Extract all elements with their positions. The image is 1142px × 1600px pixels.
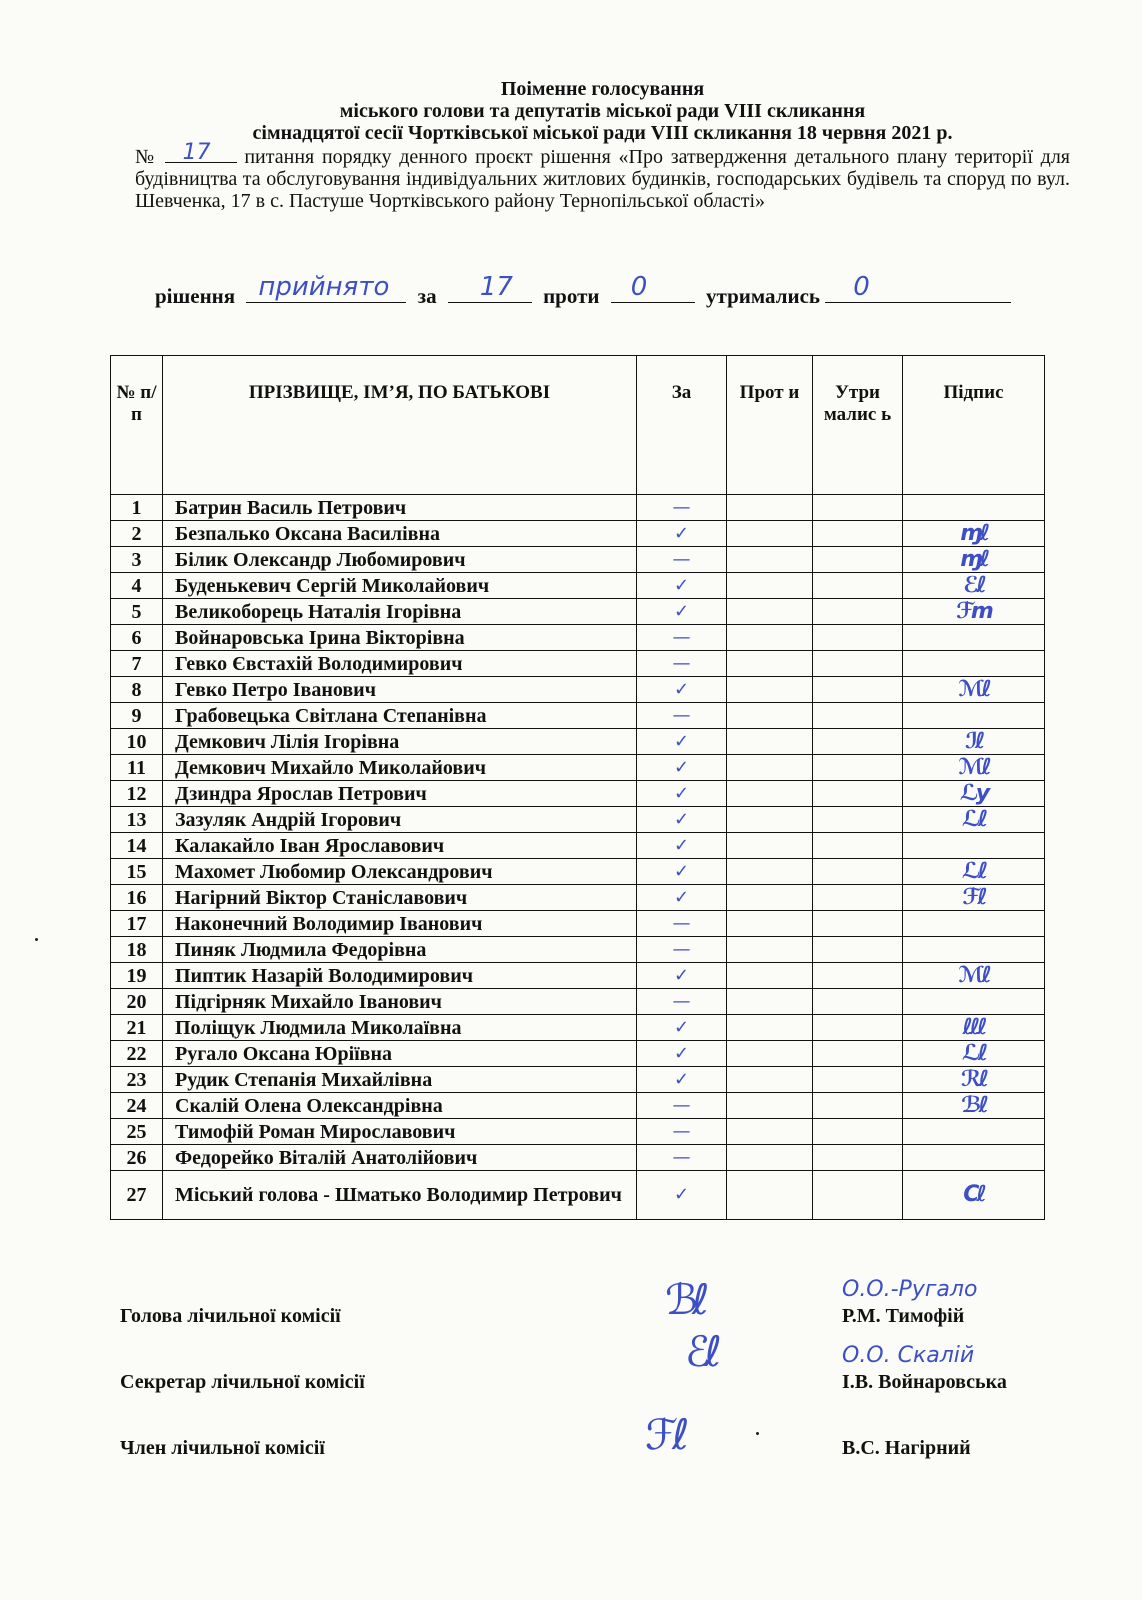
row-name: Ругало Оксана Юріївна: [163, 1041, 637, 1067]
header-signature: Підпис: [903, 356, 1045, 495]
table-row: [111, 729, 1045, 755]
row-for-mark: —: [637, 1145, 727, 1171]
row-against: [727, 859, 813, 885]
row-number: 9: [111, 703, 163, 729]
row-number: 15: [111, 859, 163, 885]
row-against: [727, 495, 813, 521]
row-signature: [903, 911, 1045, 937]
row-abstain: [813, 989, 903, 1015]
row-signature: [903, 1041, 1045, 1067]
row-number: 3: [111, 547, 163, 573]
title-line-2: міського голови та депутатів міської ради VIII скликання: [339, 100, 866, 122]
row-against: [727, 521, 813, 547]
row-name: Пиняк Людмила Федорівна: [163, 937, 637, 963]
row-abstain: [813, 1041, 903, 1067]
row-against: [727, 599, 813, 625]
row-number: 16: [111, 885, 163, 911]
row-for-mark: ✓: [637, 1041, 727, 1067]
row-for-mark: ✓: [637, 599, 727, 625]
row-abstain: [813, 547, 903, 573]
table-header-row: [111, 356, 1045, 495]
chair-stamp: О.О.-Ругало: [842, 1277, 978, 1302]
row-for-mark: ✓: [637, 1067, 727, 1093]
row-signature: [903, 1171, 1045, 1220]
table-row: [111, 495, 1045, 521]
row-for-mark: —: [637, 1093, 727, 1119]
signature-image: ℳℓ: [958, 754, 989, 780]
row-against: [727, 651, 813, 677]
table-row: [111, 755, 1045, 781]
table-row: [111, 807, 1045, 833]
signature-image: ɱℓ: [959, 520, 988, 546]
row-signature: [903, 859, 1045, 885]
row-for-mark: ✓: [637, 677, 727, 703]
row-for-mark: —: [637, 625, 727, 651]
chair-signature-image: ℬℓ: [665, 1275, 704, 1324]
header-for: За: [637, 356, 727, 495]
row-for-mark: ✓: [637, 885, 727, 911]
row-abstain: [813, 625, 903, 651]
row-signature: [903, 521, 1045, 547]
row-abstain: [813, 937, 903, 963]
row-signature: [903, 1119, 1045, 1145]
signature-image: ℓℓℓ: [962, 1014, 985, 1040]
row-number: 21: [111, 1015, 163, 1041]
document-header: [135, 78, 1070, 212]
row-name: Нагірний Віктор Станіславович: [163, 885, 637, 911]
signature-image: ℳℓ: [958, 962, 989, 988]
row-against: [727, 1093, 813, 1119]
row-abstain: [813, 495, 903, 521]
signature-image: ℳℓ: [958, 676, 989, 702]
table-row: [111, 703, 1045, 729]
signature-image: ℱℓ: [962, 884, 985, 910]
row-against: [727, 1119, 813, 1145]
row-signature: [903, 1067, 1045, 1093]
row-against: [727, 755, 813, 781]
row-number: 10: [111, 729, 163, 755]
table-row: [111, 885, 1045, 911]
row-for-mark: —: [637, 547, 727, 573]
header-abstain: Утри малис ь: [813, 356, 903, 495]
row-abstain: [813, 807, 903, 833]
row-number: 23: [111, 1067, 163, 1093]
table-row: [111, 1041, 1045, 1067]
row-abstain: [813, 755, 903, 781]
row-for-mark: ✓: [637, 781, 727, 807]
agenda-paragraph: [135, 140, 1071, 212]
decision-value: прийнято: [258, 272, 390, 302]
row-abstain: [813, 885, 903, 911]
counting-commission: [120, 1275, 1020, 1503]
number-handwritten: 17: [182, 140, 211, 165]
row-number: 8: [111, 677, 163, 703]
table-row: [111, 1015, 1045, 1041]
number-blank: [165, 140, 237, 165]
secretary-role: Секретар лічильної комісії: [120, 1371, 365, 1393]
table-row: [111, 625, 1045, 651]
row-abstain: [813, 651, 903, 677]
header-num: № п/п: [111, 356, 163, 495]
row-against: [727, 885, 813, 911]
title-line-3: сімнадцятої сесії Чортківської міської ради VIII скликання 18 червня 2021 р.: [252, 122, 953, 144]
row-name: Безпалько Оксана Василівна: [163, 521, 637, 547]
member-signature-image: ℱℓ: [645, 1410, 684, 1459]
abstain-value: 0: [853, 272, 870, 302]
table-row: [111, 1093, 1045, 1119]
scan-speck: [756, 1432, 759, 1435]
secretary-signature-image: ℰℓ: [685, 1327, 716, 1376]
against-label: проти: [543, 284, 600, 308]
row-number: 1: [111, 495, 163, 521]
table-row: [111, 1171, 1045, 1220]
row-against: [727, 625, 813, 651]
decision-line: [155, 272, 1055, 309]
row-abstain: [813, 781, 903, 807]
against-value: 0: [630, 272, 648, 302]
row-abstain: [813, 1093, 903, 1119]
row-against: [727, 729, 813, 755]
abstain-blank: [825, 272, 1011, 303]
row-number: 25: [111, 1119, 163, 1145]
signature-image: ℒℓ: [961, 806, 986, 832]
signature-image: ℱm: [956, 598, 991, 624]
row-name: Махомет Любомир Олександрович: [163, 859, 637, 885]
scan-speck: [35, 938, 38, 941]
agenda-text: питання порядку денного проєкт рішення «Про затвердження детального плану території для будівництва та обслуговування індивідуальних житлових будинків, господарських будівель та споруд по вул. Шевченка, 17 в с. Пастуше Чортківського району Тернопільської області»: [135, 146, 1071, 212]
row-name: Федорейко Віталій Анатолійович: [163, 1145, 637, 1171]
row-abstain: [813, 833, 903, 859]
row-signature: [903, 729, 1045, 755]
row-signature: [903, 963, 1045, 989]
row-number: 24: [111, 1093, 163, 1119]
row-abstain: [813, 703, 903, 729]
row-abstain: [813, 1015, 903, 1041]
row-abstain: [813, 1145, 903, 1171]
row-against: [727, 781, 813, 807]
row-against: [727, 911, 813, 937]
row-signature: [903, 781, 1045, 807]
row-abstain: [813, 677, 903, 703]
row-number: 11: [111, 755, 163, 781]
row-abstain: [813, 963, 903, 989]
abstain-label: утримались: [706, 284, 821, 308]
row-number: 2: [111, 521, 163, 547]
number-prefix: №: [135, 146, 157, 168]
row-name: Буденькевич Сергій Миколайович: [163, 573, 637, 599]
row-signature: [903, 833, 1045, 859]
for-value: 17: [479, 272, 513, 302]
row-abstain: [813, 859, 903, 885]
row-name: Рудик Степанія Михайлівна: [163, 1067, 637, 1093]
commission-member: [120, 1437, 1020, 1503]
table-row: [111, 677, 1045, 703]
row-number: 20: [111, 989, 163, 1015]
table-row: [111, 781, 1045, 807]
row-against: [727, 703, 813, 729]
row-name: Підгірняк Михайло Іванович: [163, 989, 637, 1015]
secretary-stamp: О.О. Скалій: [842, 1343, 975, 1368]
row-against: [727, 1067, 813, 1093]
row-abstain: [813, 911, 903, 937]
row-for-mark: ✓: [637, 859, 727, 885]
row-name: Наконечний Володимир Іванович: [163, 911, 637, 937]
row-signature: [903, 1145, 1045, 1171]
row-number: 27: [111, 1171, 163, 1220]
table-row: [111, 521, 1045, 547]
row-against: [727, 677, 813, 703]
for-label: за: [417, 284, 437, 308]
row-signature: [903, 625, 1045, 651]
row-for-mark: ✓: [637, 521, 727, 547]
decision-blank: [246, 272, 406, 303]
row-name: Демкович Лілія Ігорівна: [163, 729, 637, 755]
row-against: [727, 989, 813, 1015]
row-signature: [903, 651, 1045, 677]
table-row: [111, 547, 1045, 573]
row-name: Батрин Василь Петрович: [163, 495, 637, 521]
row-for-mark: ✓: [637, 755, 727, 781]
row-for-mark: ✓: [637, 807, 727, 833]
row-signature: [903, 989, 1045, 1015]
table-row: [111, 1145, 1045, 1171]
table-row: [111, 833, 1045, 859]
table-row: [111, 937, 1045, 963]
signature-image: ℬℓ: [961, 1092, 986, 1118]
row-against: [727, 547, 813, 573]
table-row: [111, 1067, 1045, 1093]
row-name: Зазуляк Андрій Ігорович: [163, 807, 637, 833]
row-name: Гевко Петро Іванович: [163, 677, 637, 703]
row-for-mark: ✓: [637, 1015, 727, 1041]
row-number: 5: [111, 599, 163, 625]
row-signature: [903, 703, 1045, 729]
row-signature: [903, 1093, 1045, 1119]
signature-image: Cℓ: [963, 1182, 984, 1207]
row-number: 18: [111, 937, 163, 963]
row-for-mark: —: [637, 651, 727, 677]
row-abstain: [813, 729, 903, 755]
row-abstain: [813, 599, 903, 625]
member-role: Член лічильної комісії: [120, 1437, 325, 1459]
row-number: 14: [111, 833, 163, 859]
row-name: Міський голова - Шматько Володимир Петрович: [163, 1171, 637, 1220]
table-row: [111, 989, 1045, 1015]
row-name: Калакайло Іван Ярославович: [163, 833, 637, 859]
row-signature: [903, 1015, 1045, 1041]
title-line-1: Поіменне голосування: [500, 78, 705, 100]
row-name: Скалій Олена Олександрівна: [163, 1093, 637, 1119]
signature-image: ɱℓ: [959, 546, 988, 572]
chair-role: Голова лічильної комісії: [120, 1305, 341, 1327]
signature-image: ℒℓ: [961, 858, 986, 884]
signature-image: ℐℓ: [964, 728, 983, 754]
row-number: 13: [111, 807, 163, 833]
row-signature: [903, 495, 1045, 521]
signature-image: ℰℓ: [963, 572, 984, 598]
against-blank: [611, 272, 695, 303]
row-abstain: [813, 1171, 903, 1220]
row-signature: [903, 677, 1045, 703]
row-against: [727, 1015, 813, 1041]
row-against: [727, 963, 813, 989]
table-row: [111, 599, 1045, 625]
row-name: Тимофій Роман Мирославович: [163, 1119, 637, 1145]
row-name: Поліщук Людмила Миколаївна: [163, 1015, 637, 1041]
row-signature: [903, 755, 1045, 781]
decision-label: рішення: [155, 284, 236, 308]
header-name: ПРІЗВИЩЕ, ІМ’Я, ПО БАТЬКОВІ: [163, 356, 637, 495]
row-name: Пиптик Назарій Володимирович: [163, 963, 637, 989]
chair-name: Р.М. Тимофій: [842, 1305, 965, 1327]
row-signature: [903, 599, 1045, 625]
row-against: [727, 937, 813, 963]
table-row: [111, 573, 1045, 599]
row-for-mark: —: [637, 495, 727, 521]
header-against: Прот и: [727, 356, 813, 495]
table-row: [111, 963, 1045, 989]
row-signature: [903, 937, 1045, 963]
row-for-mark: ✓: [637, 963, 727, 989]
row-number: 26: [111, 1145, 163, 1171]
row-for-mark: —: [637, 703, 727, 729]
row-number: 4: [111, 573, 163, 599]
row-against: [727, 833, 813, 859]
row-against: [727, 1041, 813, 1067]
row-number: 6: [111, 625, 163, 651]
row-abstain: [813, 1119, 903, 1145]
for-blank: [448, 272, 532, 303]
row-name: Гевко Євстахій Володимирович: [163, 651, 637, 677]
row-name: Дзиндра Ярослав Петрович: [163, 781, 637, 807]
row-for-mark: —: [637, 911, 727, 937]
table-row: [111, 859, 1045, 885]
row-for-mark: ✓: [637, 1171, 727, 1220]
row-name: Грабовецька Світлана Степанівна: [163, 703, 637, 729]
row-abstain: [813, 573, 903, 599]
member-name: В.С. Нагірний: [842, 1437, 971, 1459]
signature-image: ℒy: [959, 780, 988, 806]
row-number: 7: [111, 651, 163, 677]
row-against: [727, 573, 813, 599]
table-row: [111, 911, 1045, 937]
row-number: 17: [111, 911, 163, 937]
row-signature: [903, 573, 1045, 599]
row-against: [727, 1171, 813, 1220]
row-signature: [903, 547, 1045, 573]
row-for-mark: —: [637, 989, 727, 1015]
signature-image: ℒℓ: [961, 1040, 986, 1066]
secretary-name: І.В. Войнаровська: [842, 1371, 1007, 1393]
row-abstain: [813, 1067, 903, 1093]
row-name: Великоборець Наталія Ігорівна: [163, 599, 637, 625]
row-for-mark: —: [637, 937, 727, 963]
roll-call-table: [110, 355, 1045, 1220]
row-signature: [903, 807, 1045, 833]
row-for-mark: ✓: [637, 833, 727, 859]
row-name: Войнаровська Ірина Вікторівна: [163, 625, 637, 651]
row-number: 12: [111, 781, 163, 807]
row-for-mark: ✓: [637, 573, 727, 599]
row-name: Білик Олександр Любомирович: [163, 547, 637, 573]
row-name: Демкович Михайло Миколайович: [163, 755, 637, 781]
row-for-mark: ✓: [637, 729, 727, 755]
row-number: 19: [111, 963, 163, 989]
table-row: [111, 1119, 1045, 1145]
row-against: [727, 807, 813, 833]
signature-image: ℛℓ: [960, 1066, 987, 1092]
row-abstain: [813, 521, 903, 547]
table-row: [111, 651, 1045, 677]
row-against: [727, 1145, 813, 1171]
row-signature: [903, 885, 1045, 911]
row-for-mark: —: [637, 1119, 727, 1145]
row-number: 22: [111, 1041, 163, 1067]
